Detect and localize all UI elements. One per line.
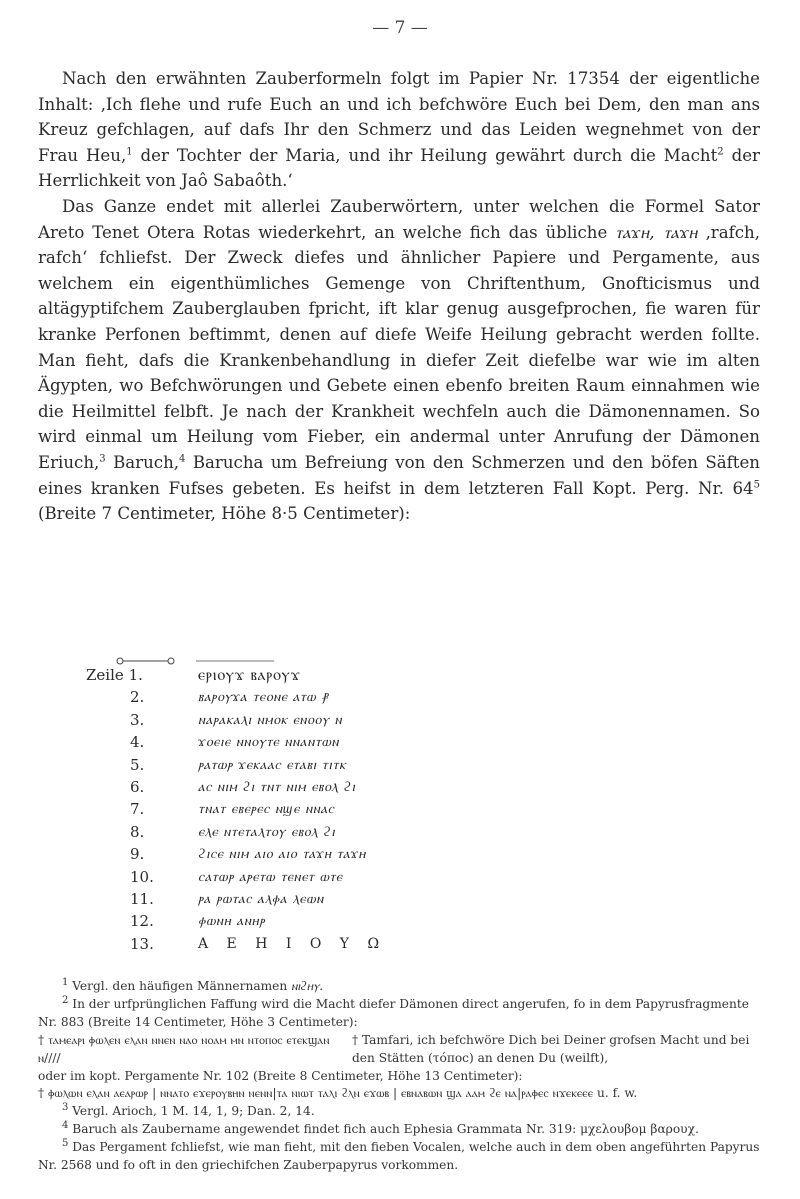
footnote-ref-4: 4 xyxy=(179,453,186,465)
footnote-text: In der urfprünglichen Faffung wird die Macht diefer Dämonen direct angerufen, fo in dem Papyrusfragmente Nr. 883 (Breite 14 Centimeter, Höhe 3 Centimeter): xyxy=(38,996,749,1029)
line-text: ⲣⲁ ⲣⲱⲧⲁⲥ ⲁⲗⲫⲁ ⲗⲉⲱⲛ xyxy=(198,890,324,907)
line-number xyxy=(86,664,154,686)
transcription-line-3 xyxy=(86,709,586,731)
line-number: 2. xyxy=(130,688,145,707)
footnote-text: Vergl. den häufigen Männernamen xyxy=(72,979,292,993)
footnote-mark: 2 xyxy=(62,994,69,1006)
transcription-line-1 xyxy=(86,664,586,686)
footnote-2-coptic-block: † ⲫⲱⲗⲱⲛ ⲉⲗⲁⲛ ⲁⲉⲁⲣⲱⲣ | ⲛⲛⲁⲧⲟ ⲉϫⲉⲣⲟⲩⲃⲏⲛ ⲛⲉⲛⲛ|ⲧⲁ ⲛⲓⲱⲧ ⲧⲁⲗⲓ ϩⲗⲛ ⲉϫⲱⲃ | ⲉⲃⲛⲁⲃⲱⲛ ϣⲁ ⲁⲁⲙ ϩⲉ ⲛⲁ|ⲣⲁⲫⲉⲥ ⲛϫⲉⲕⲉⲉⲉ u. f. w. xyxy=(38,1086,638,1101)
line-text: ⲛⲁⲣⲁⲕⲁⲗⲓ ⲛⲙⲟⲕ ⲉⲛⲟⲟⲩ ⲛ xyxy=(198,711,343,728)
line-number: 6. xyxy=(130,777,145,796)
line-number: 3. xyxy=(130,710,145,729)
line-number: 8. xyxy=(130,822,145,841)
footnote-mark: 5 xyxy=(62,1138,69,1150)
line-number: 9. xyxy=(130,845,145,864)
coptic-taxi: ⲧⲁϫⲏ, ⲧⲁϫⲏ xyxy=(615,222,698,242)
footnote-2-parallel xyxy=(38,1032,760,1068)
line-number: 13. xyxy=(130,934,154,953)
line-number: 11. xyxy=(130,889,154,908)
footnote-4 xyxy=(38,1121,760,1139)
line-number: 12. xyxy=(130,912,154,931)
body-text xyxy=(38,66,760,527)
line-text: ⲉⲗⲉ ⲛⲧⲉⲧⲁⲗⲧⲟⲩ ⲉⲃⲟⲗ ϩⲓ xyxy=(198,823,336,840)
paragraph-1 xyxy=(38,66,760,194)
footnote-1 xyxy=(38,978,760,996)
footnote-ref-1: 1 xyxy=(126,146,133,158)
footnote-translation: † Tamfari, ich befchwöre Dich bei Deiner grofsen Macht und bei den Stätten (τόποϲ) an denen Du (weilft), xyxy=(352,1032,750,1065)
line-text: ⲧⲛⲁⲧ ⲉⲃⲉⲣⲉⲥ ⲛϣⲉ ⲛⲛⲁⲥ xyxy=(198,801,335,818)
transcription-line-12 xyxy=(86,910,586,932)
page-number: — 7 — xyxy=(372,18,428,38)
paragraph-2 xyxy=(38,194,760,527)
footnote-coptic: ⲛⲓϩⲏⲩ. xyxy=(291,979,324,993)
coptic-transcription xyxy=(86,664,586,955)
line-label: Zeile xyxy=(86,666,124,684)
transcription-line-9 xyxy=(86,843,586,865)
paragraph-2-text-b: ‚rafch, rafch‘ fchliefst. Der Zweck diefes und ähnlicher Papiere und Pergamente, aus welchem ein eigenthümliches Gemenge von Chriftenthum, Gnofticismus und altägyptifchem Zauberglauben fpricht, ift klar genug ausgefprochen, fie waren für kranke Perfonen beftimmt, denen auf diefe Weife Heilung gebracht werden follte. Man fieht, dafs die Krankenbehandlung in diefer Zeit diefelbe war wie im alten Ägypten, wo Befchwörungen und Gebete einen ebenfo breiten Raum einnahmen wie die Heilmittel felbft. Je nach der Krankheit wechfeln auch die Dämonennamen. So wird einmal um Heilung vom Fieber, ein andermal unter Anrufung der Dämonen Eriuch, xyxy=(38,222,760,472)
line-number: 5. xyxy=(130,755,145,774)
transcription-line-10 xyxy=(86,866,586,888)
line-number-value: 1. xyxy=(128,666,143,684)
line-text: ⲥⲁⲧⲱⲣ ⲁⲣⲉⲧⲱ ⲧⲉⲛⲉⲧ ⲱⲧⲉ xyxy=(198,868,343,885)
transcription-line-8 xyxy=(86,821,586,843)
footnote-ref-3: 3 xyxy=(99,453,106,465)
line-number: 10. xyxy=(130,867,154,886)
paragraph-1-text-b: der Tochter der Maria, und ihr Heilung gewährt durch die Macht xyxy=(132,145,718,165)
paragraph-1-text-a: Nach den erwähnten Zauberformeln folgt im Papier Nr. 17354 der eigentliche Inhalt: ‚Ich flehe und rufe Euch an und ich befchwöre Euch bei Dem, den man ans Kreuz gefchlagen, auf dafs Ihr den Schmerz und das Leiden wegnehmet von der Frau Heu, xyxy=(38,69,760,165)
transcription-line-2 xyxy=(86,686,586,708)
footnote-text: Baruch als Zaubername angewendet findet fich auch Ephesia Grammata Nr. 319: μχελουβομ βαρουχ. xyxy=(72,1122,699,1137)
footnote-mark: 3 xyxy=(62,1102,69,1114)
footnote-mark: 4 xyxy=(62,1120,69,1132)
line-number: 7. xyxy=(130,800,145,819)
footnote-5 xyxy=(38,1139,760,1175)
line-number: 4. xyxy=(130,733,145,752)
footnote-coptic: † ⲧⲁⲙⲉⲁⲣⲓ ⲫⲱⲗⲉⲛ ⲉⲗⲁⲛ ⲛⲛⲉⲛ ⲛⲁⲟ ⲛⲟⲁⲙ ⲙⲛ ⲛⲧⲟⲡⲟⲥ ⲉⲧⲉⲕϣⲁⲛ ⲛ//// xyxy=(38,1032,330,1065)
line-text: ⲣⲁⲧⲱⲣ ϫⲉⲕⲁⲁⲥ ⲉⲧⲁⲃⲓ ⲧⲓⲧⲕ xyxy=(198,756,347,773)
footnote-text: Vergl. Arioch, 1 M. 14, 1, 9; Dan. 2, 14. xyxy=(72,1104,315,1119)
paragraph-2-text-d: Barucha um Befreiung von den Schmerzen und den böfen Säften eines kranken Fufses gebeten. Es heifst in dem letzteren Fall Kopt. Perg. Nr. 64 xyxy=(38,452,760,498)
line-text: ⲫⲱⲛⲏ ⲁⲛⲏⲣ xyxy=(198,913,266,930)
line-text: ϫⲟⲉⲓⲉ ⲛⲛⲟⲩⲧⲉ ⲛⲛⲁⲛⲧⲱⲛ xyxy=(198,734,340,751)
line-text: Α Ε Η Ι Ο Υ Ω xyxy=(198,935,387,952)
transcription-line-7 xyxy=(86,798,586,820)
footnote-2-continuation: oder im kopt. Pergamente Nr. 102 (Breite 8 Centimeter, Höhe 13 Centimeter): xyxy=(38,1068,523,1083)
footnote-ref-5: 5 xyxy=(753,478,760,490)
line-text: ⲃⲁⲣⲟⲩϫⲁ ⲧⲉⲟⲛⲉ ⲁⲧⲱ ⳁ xyxy=(198,689,329,706)
footnote-2 xyxy=(38,996,760,1032)
transcription-line-11 xyxy=(86,888,586,910)
paragraph-1-text-c: der Herrlichkeit von Jaô Sabaôth.‘ xyxy=(38,145,760,191)
transcription-line-5 xyxy=(86,754,586,776)
footnote-3 xyxy=(38,1103,760,1121)
paragraph-2-text-c: Baruch, xyxy=(105,452,180,472)
footnote-text: Das Pergament fchliefst, wie man fieht, mit den fieben Vocalen, welche auch in dem oben angeführten Papyrus Nr. 2568 und fo oft in den griechifchen Zauberpapyrus vorkommen. xyxy=(38,1140,760,1173)
footnotes xyxy=(38,978,760,1175)
footnote-ref-2: 2 xyxy=(717,146,724,158)
transcription-line-6 xyxy=(86,776,586,798)
transcription-line-13 xyxy=(86,933,586,955)
footnote-mark: 1 xyxy=(62,976,69,988)
line-text: ⲉⲣⲓⲟⲩϫ ⲃⲁⲣⲟⲩϫ xyxy=(198,665,301,684)
line-text: ϩⲓⲥⲉ ⲛⲓⲙ ⲁⲓⲟ ⲁⲓⲟ ⲧⲁϫⲏ ⲧⲁϫⲏ xyxy=(198,846,367,863)
line-text: ⲁⲥ ⲛⲓⲙ ϩⲓ ⲧⲛⲧ ⲛⲓⲙ ⲉⲃⲟⲗ ϩⲓ xyxy=(198,778,356,795)
paragraph-2-text-e: (Breite 7 Centimeter, Höhe 8·5 Centimeter): xyxy=(38,504,411,524)
transcription-line-4 xyxy=(86,731,586,753)
paragraph-2-text-a: Das Ganze endet mit allerlei Zauberwörtern, unter welchen die Formel Sator Areto Tenet Otera Rotas wiederkehrt, an welche fich das übliche xyxy=(38,196,760,242)
